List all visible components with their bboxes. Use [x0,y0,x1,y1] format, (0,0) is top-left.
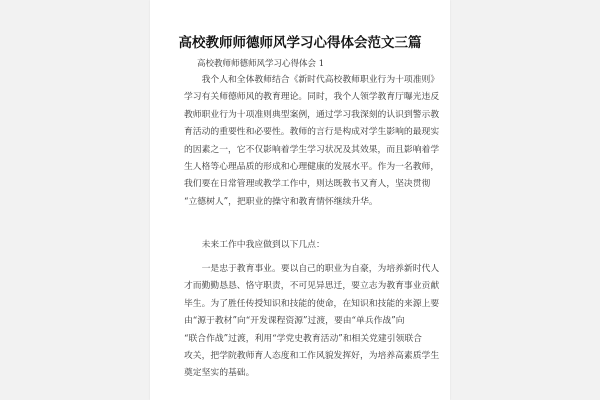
paragraph-line: 一是忠于教育事业。要以自己的职业为自豪，为培养新时代人 [184,264,440,274]
paragraph-line: 生人格等心理品质的形成和心理健康的发展水平。作为一名教师， [184,162,440,173]
paragraph-line: 毕生。为了胜任传授知识和技能的使命，在知识和技能的来源上要 [184,298,440,309]
paragraph-line: “立德树人”，把职业的操守和教育情怀继续升华。 [184,196,378,207]
paragraph-line: 攻关，把学院教师育人态度和工作风貌发挥好，为培养高素质学生 [184,351,440,362]
document-title: 高校教师师德师风学习心得体会范文三篇 [178,35,422,51]
paragraph-line: 才而勤勤恳恳、恪守职责，不可见异思迁，要立志为教育事业贡献 [184,281,440,292]
document-subtitle: 高校教师师德师风学习心得体会 1 [197,59,325,69]
paragraph-line: 由“源于教材”向“开发课程资源”过渡，要由“单兵作战”向 [184,316,405,327]
paragraph-line: 我们要在日常管理或教学工作中，则达既教书又育人，坚决贯彻 [184,179,431,190]
paragraph-line: 我个人和全体教师结合《新时代高校教师职业行为十项准则》 [184,75,440,85]
paragraph-line: 教师职业行为十项准则典型案例，通过学习我深刻的认识到警示教 [184,109,440,120]
paragraph-line: 未来工作中我应做到以下几点： [184,240,325,250]
paragraph-line: “联合作战”过渡，利用“学党史教育活动”和相关党建引领联合 [184,333,422,344]
paragraph-line: 奠定坚实的基础。 [184,368,255,379]
paragraph-1 [184,72,440,211]
paragraph-line: 育活动的重要性和必要性。教师的言行是构成对学生影响的最现实 [184,127,440,138]
paragraph-2 [184,237,420,254]
paragraph-3 [184,261,440,383]
document-page [150,0,450,400]
paragraph-line: 学习有关师德师风的教育理论。同时，我个人领学教育厅曝光违反 [184,92,440,103]
paragraph-line: 的因素之一，它不仅影响着学生学习状况及其效果，而且影响着学 [184,144,440,155]
